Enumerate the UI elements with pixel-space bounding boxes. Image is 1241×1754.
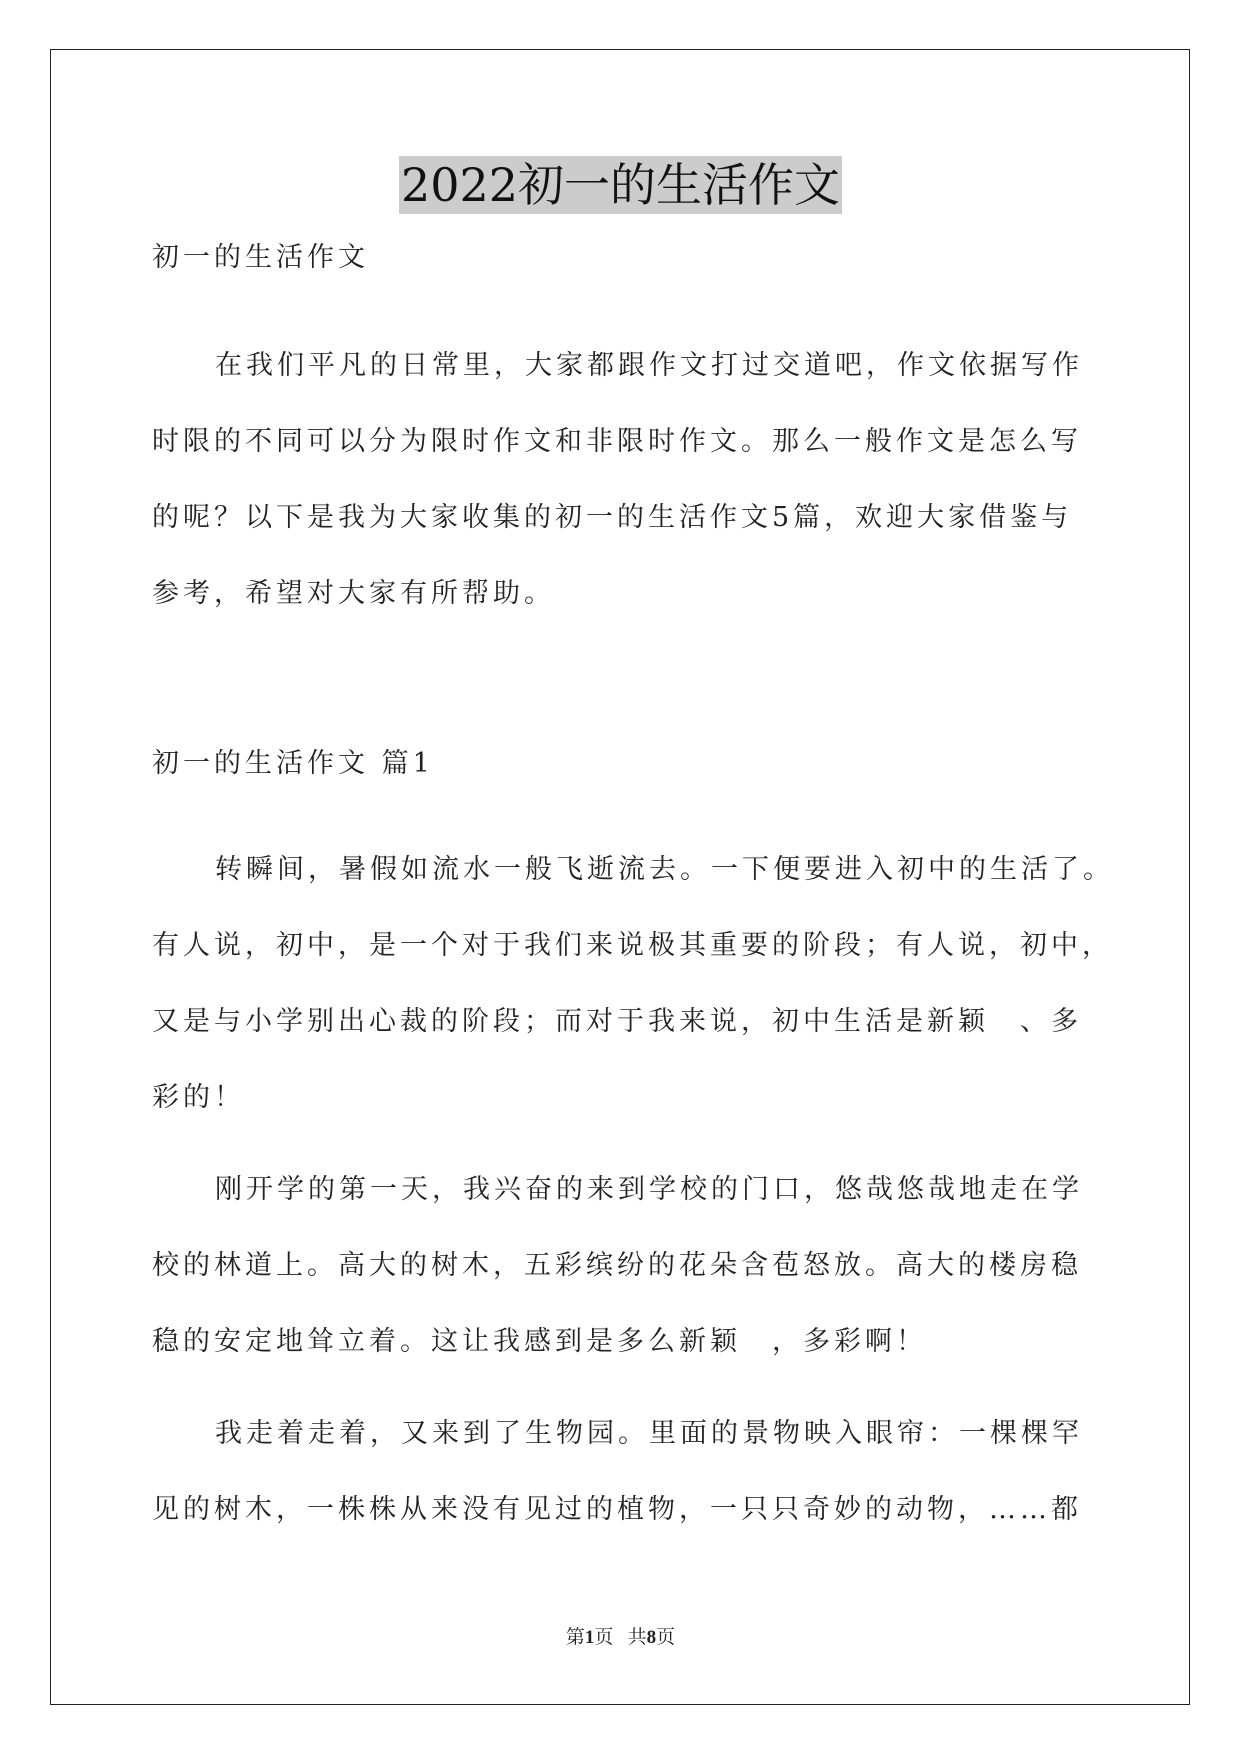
section-heading: 初一的生活作文 篇1 xyxy=(152,748,434,779)
para3-line-2: 见的树木，一株株从来没有见过的植物，一只只奇妙的动物，……都 xyxy=(152,1494,1082,1525)
para2-line-1: 刚开学的第一天，我兴奋的来到学校的门口，悠哉悠哉地走在学 xyxy=(215,1174,1083,1205)
intro-line-2: 时限的不同可以分为限时作文和非限时作文。那么一般作文是怎么写 xyxy=(152,426,1082,457)
footer-total-suffix: 页 xyxy=(656,1627,676,1648)
intro-line-4: 参考，希望对大家有所帮助。 xyxy=(152,578,555,609)
document-title xyxy=(0,156,1241,214)
document-title-text: 2022初一的生活作文 xyxy=(400,158,841,212)
para1-line-3: 又是与小学别出心裁的阶段；而对于我来说，初中生活是新颖 、多 xyxy=(152,1006,1082,1037)
footer-page-number: 1 xyxy=(584,1627,595,1648)
footer-total-prefix: 共 xyxy=(627,1627,647,1648)
footer-page-prefix: 第 xyxy=(565,1627,585,1648)
para2-line-3: 稳的安定地耸立着。这让我感到是多么新颖 ，多彩啊！ xyxy=(152,1326,927,1357)
para3-line-1: 我走着走着，又来到了生物园。里面的景物映入眼帘：一棵棵罕 xyxy=(215,1418,1083,1449)
para1-line-1: 转瞬间，暑假如流水一般飞逝流去。一下便要进入初中的生活了。 xyxy=(215,854,1114,885)
para1-line-4: 彩的！ xyxy=(152,1082,245,1113)
footer-total-pages: 8 xyxy=(646,1627,657,1648)
para2-line-2: 校的林道上。高大的树木，五彩缤纷的花朵含苞怒放。高大的楼房稳 xyxy=(152,1250,1082,1281)
para1-line-2: 有人说，初中，是一个对于我们来说极其重要的阶段；有人说，初中， xyxy=(152,930,1113,961)
intro-line-1: 在我们平凡的日常里，大家都跟作文打过交道吧，作文依据写作 xyxy=(215,350,1083,381)
intro-line-3: 的呢？以下是我为大家收集的初一的生活作文5篇，欢迎大家借鉴与 xyxy=(152,502,1073,533)
document-subtitle: 初一的生活作文 xyxy=(152,242,369,273)
footer-page-suffix: 页 xyxy=(594,1627,614,1648)
page-footer xyxy=(0,1622,1241,1649)
